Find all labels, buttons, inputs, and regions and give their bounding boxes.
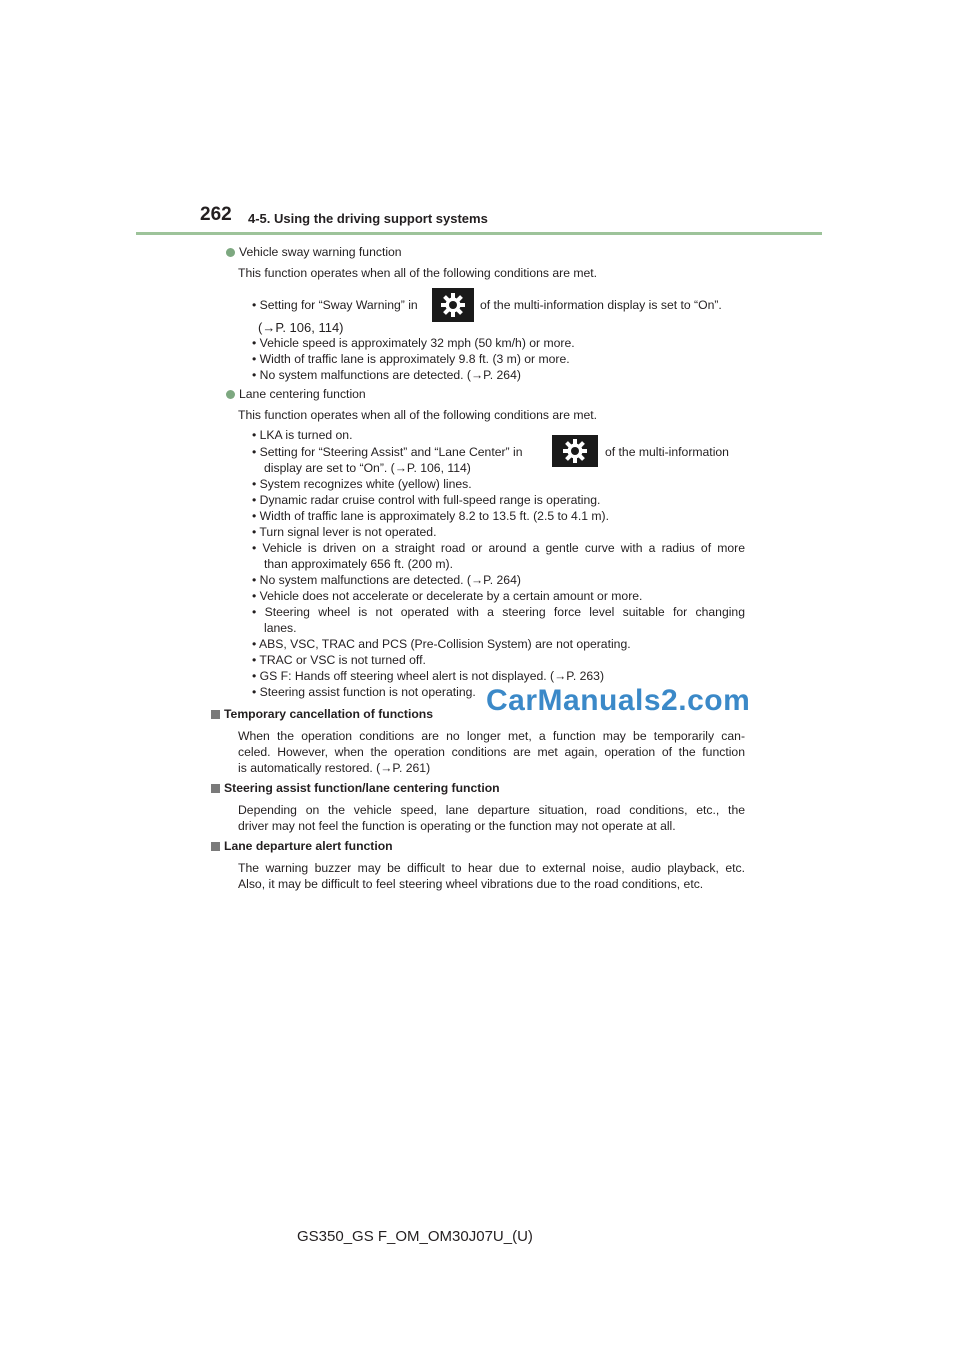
list-item: • LKA is turned on. bbox=[252, 428, 353, 442]
section-heading: Vehicle sway warning function bbox=[239, 245, 402, 259]
list-item: display are set to “On”. (→P. 106, 114) bbox=[264, 461, 471, 475]
watermark-logo: CarManuals2.com bbox=[486, 684, 751, 717]
paragraph: Also, it may be difficult to feel steering wheel vibrations due to the road conditions, etc. bbox=[238, 877, 704, 891]
list-item: • Vehicle does not accelerate or decelerate by a certain amount or more. bbox=[252, 589, 643, 603]
square-bullet-icon bbox=[211, 710, 220, 719]
list-item: • GS F: Hands off steering wheel alert is not displayed. (→P. 263) bbox=[252, 669, 605, 683]
paragraph: is automatically restored. (→P. 261) bbox=[238, 761, 431, 775]
settings-gear-icon bbox=[552, 435, 598, 467]
paragraph: Depending on the vehicle speed, lane departure situation, road conditions, etc., the bbox=[238, 803, 745, 817]
list-item: • Vehicle speed is approximately 32 mph (50 km/h) or more. bbox=[252, 336, 575, 350]
list-item: • Steering wheel is not operated with a steering force level suitable for changing bbox=[252, 605, 745, 619]
list-item: • Dynamic radar cruise control with full-speed range is operating. bbox=[252, 493, 601, 507]
list-item: • Setting for “Sway Warning” in bbox=[252, 298, 418, 312]
section-heading: Lane centering function bbox=[239, 387, 366, 401]
paragraph: This function operates when all of the following conditions are met. bbox=[238, 266, 598, 280]
list-item: • Vehicle is driven on a straight road or around a gentle curve with a radius of more bbox=[252, 541, 745, 555]
list-item: than approximately 656 ft. (200 m). bbox=[264, 557, 454, 571]
list-item: lanes. bbox=[264, 621, 297, 635]
list-item: • Turn signal lever is not operated. bbox=[252, 525, 437, 539]
list-item: of the multi-information display is set to “On”. bbox=[480, 298, 722, 312]
list-item: • TRAC or VSC is not turned off. bbox=[252, 653, 426, 667]
paragraph: When the operation conditions are no longer met, a function may be temporarily can- bbox=[238, 729, 745, 743]
list-item: • Width of traffic lane is approximately 9.8 ft. (3 m) or more. bbox=[252, 352, 570, 366]
list-item: • ABS, VSC, TRAC and PCS (Pre-Collision System) are not operating. bbox=[252, 637, 631, 651]
square-bullet-icon bbox=[211, 784, 220, 793]
list-item: (→P. 106, 114) bbox=[258, 320, 344, 335]
square-bullet-icon bbox=[211, 842, 220, 851]
chapter-title: 4-5. Using the driving support systems bbox=[248, 211, 488, 226]
page-number: 262 bbox=[200, 204, 232, 225]
list-item: • No system malfunctions are detected. (→P. 264) bbox=[252, 368, 521, 382]
header-rule bbox=[136, 232, 822, 235]
list-item: • No system malfunctions are detected. (→P. 264) bbox=[252, 573, 521, 587]
paragraph: celed. However, when the operation conditions are met again, operation of the function bbox=[238, 745, 745, 759]
list-item: • System recognizes white (yellow) lines. bbox=[252, 477, 472, 491]
paragraph: driver may not feel the function is operating or the function may not operate at all. bbox=[238, 819, 676, 833]
list-item: • Steering assist function is not operating. bbox=[252, 685, 476, 699]
settings-gear-icon bbox=[432, 288, 474, 322]
list-item: • Width of traffic lane is approximately 8.2 to 13.5 ft. (2.5 to 4.1 m). bbox=[252, 509, 609, 523]
section-heading: Steering assist function/lane centering function bbox=[224, 781, 500, 795]
section-heading: Lane departure alert function bbox=[224, 839, 393, 853]
circle-bullet-icon bbox=[226, 248, 235, 257]
list-item: • Setting for “Steering Assist” and “Lane Center” in bbox=[252, 445, 523, 459]
footer-code: GS350_GS F_OM_OM30J07U_(U) bbox=[297, 1228, 533, 1245]
circle-bullet-icon bbox=[226, 390, 235, 399]
paragraph: The warning buzzer may be difficult to hear due to external noise, audio playback, etc. bbox=[238, 861, 745, 875]
section-heading: Temporary cancellation of functions bbox=[224, 707, 434, 721]
list-item: of the multi-information bbox=[605, 445, 729, 459]
paragraph: This function operates when all of the following conditions are met. bbox=[238, 408, 598, 422]
